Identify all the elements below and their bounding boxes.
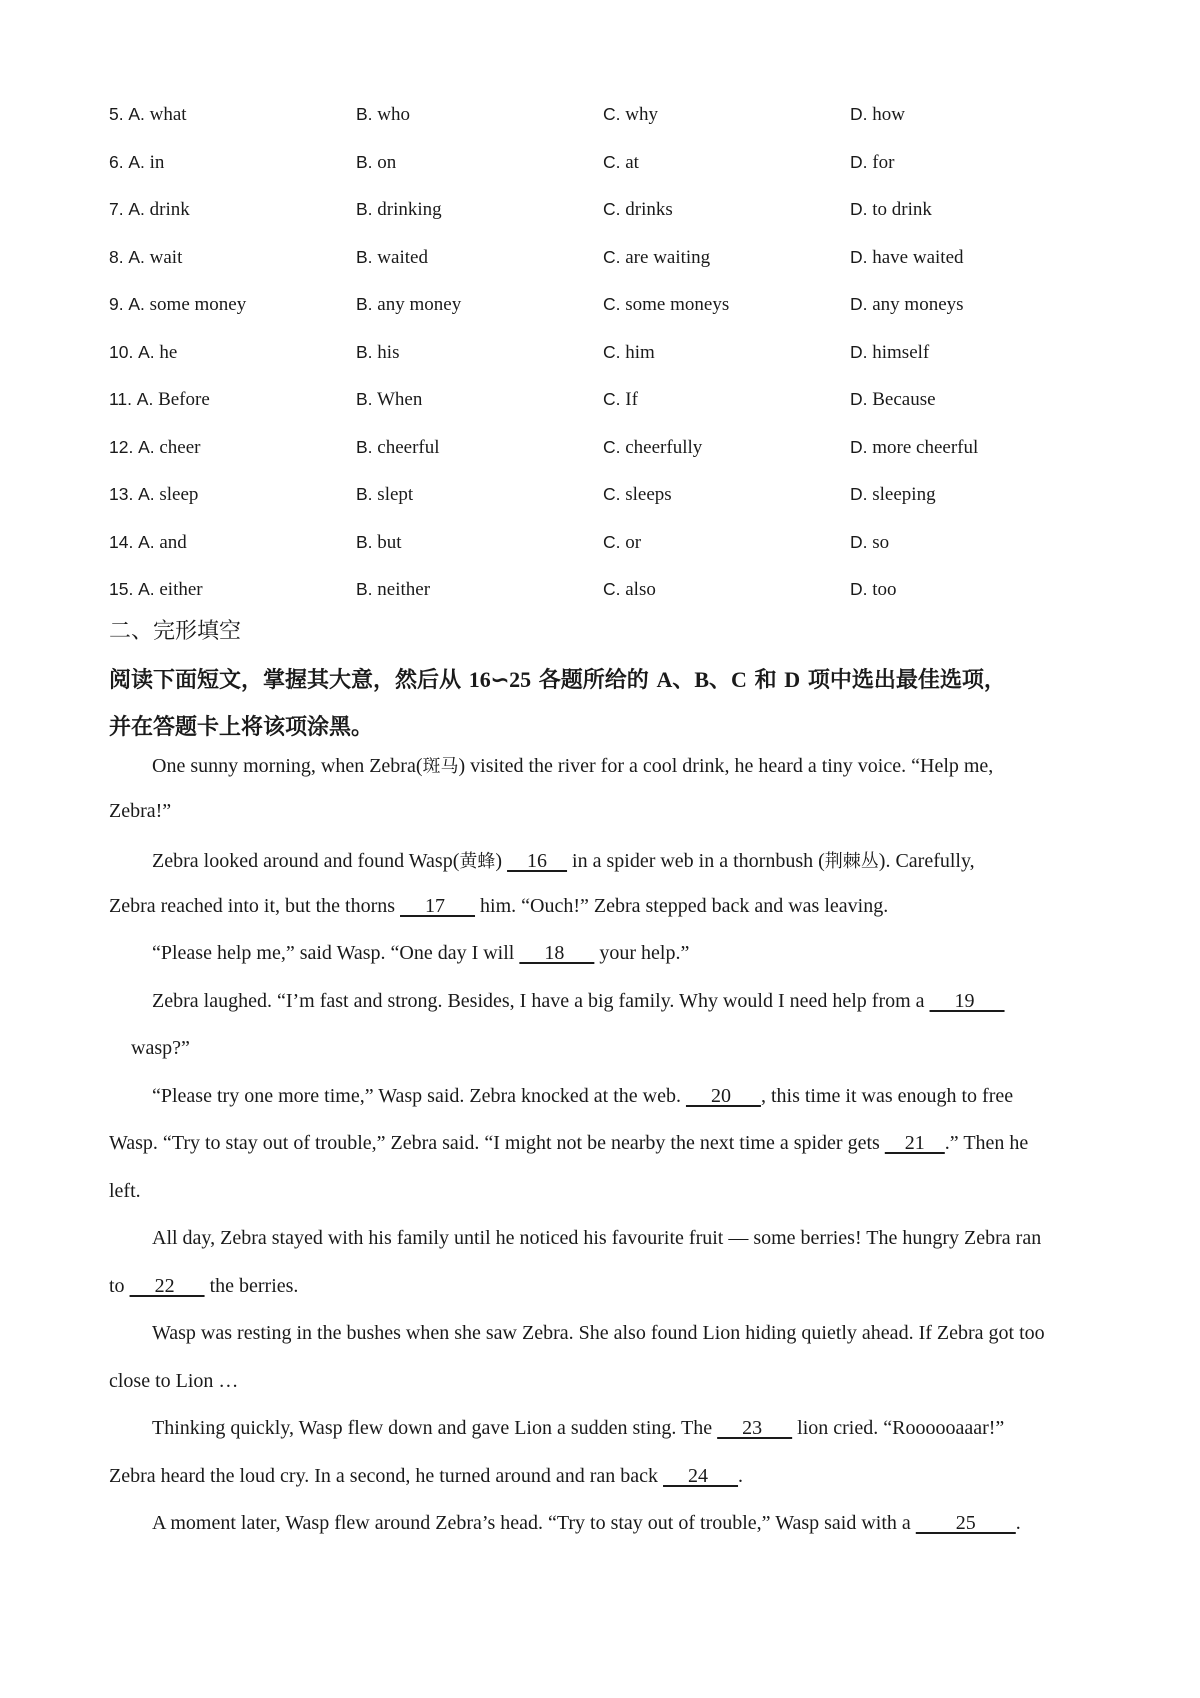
passage-text: . xyxy=(738,1465,744,1487)
option-row xyxy=(0,199,1200,229)
blank-17: 17 xyxy=(400,895,476,917)
option-text: any moneys xyxy=(872,294,964,315)
blank-25: 25 xyxy=(915,1512,1016,1534)
option-text: himself xyxy=(872,341,930,363)
option-text: Because xyxy=(872,389,936,410)
option-c xyxy=(603,437,702,459)
question-number: 15. xyxy=(109,579,134,599)
option-c xyxy=(603,342,655,364)
blank-18: 18 xyxy=(519,942,595,964)
option-letter: B. xyxy=(356,199,373,219)
passage-text: A moment later, Wasp flew around Zebra’s head. “Try to stay out of trouble,” Wasp said with a xyxy=(152,1512,916,1534)
passage-text: him. “Ouch!” Zebra stepped back and was leaving. xyxy=(475,895,889,917)
option-letter: B. xyxy=(356,104,373,124)
option-c xyxy=(603,484,672,506)
option-text: are waiting xyxy=(625,246,711,268)
option-text: he xyxy=(159,341,178,363)
option-c xyxy=(603,389,638,411)
option-text: any money xyxy=(377,294,462,315)
passage-text: .” Then he xyxy=(944,1132,1029,1154)
passage-line xyxy=(109,1132,1028,1155)
chinese-gloss: 斑马 xyxy=(422,756,459,777)
passage-line: close to Lion … xyxy=(109,1370,239,1392)
option-letter: C. xyxy=(603,531,621,552)
option-letter: A. xyxy=(138,579,155,599)
option-letter: C. xyxy=(603,484,621,504)
option-text: on xyxy=(377,151,397,173)
passage-line xyxy=(152,752,993,778)
option-b xyxy=(356,104,410,126)
option-letter: A. xyxy=(128,246,145,267)
option-b xyxy=(356,294,461,316)
option-b xyxy=(356,579,430,601)
option-letter: A. xyxy=(128,294,145,314)
passage-text: your help.” xyxy=(594,942,690,964)
option-text: drinking xyxy=(377,199,442,220)
option-text: cheerful xyxy=(377,436,440,458)
option-text: more cheerful xyxy=(872,436,979,458)
section-title: 二、完形填空 xyxy=(109,619,242,644)
option-a xyxy=(109,579,203,601)
option-d xyxy=(850,247,964,269)
option-letter: A. xyxy=(136,389,154,409)
option-letter: A. xyxy=(138,341,155,362)
option-text: sleep xyxy=(159,484,199,505)
option-text: drink xyxy=(149,199,190,220)
instruction-range: 16∽25 xyxy=(468,667,532,692)
option-b xyxy=(356,532,402,554)
option-text: who xyxy=(377,104,411,125)
option-text: at xyxy=(625,151,639,173)
option-letter: C. xyxy=(603,341,621,362)
option-letter: C. xyxy=(603,151,621,172)
option-letter: D. xyxy=(850,531,868,552)
question-number: 10. xyxy=(109,341,134,362)
option-letter: B. xyxy=(356,579,373,599)
option-text: wait xyxy=(149,246,183,268)
passage-line: Zebra!” xyxy=(109,800,172,822)
blank-21: 21 xyxy=(884,1132,945,1154)
option-d xyxy=(850,152,894,174)
option-d xyxy=(850,579,897,601)
question-number: 9. xyxy=(109,294,124,314)
option-letter: A. xyxy=(128,104,145,124)
option-row xyxy=(0,152,1200,182)
option-text: how xyxy=(872,104,905,125)
option-letter: C. xyxy=(603,246,621,267)
instruction-line-2: 并在答题卡上将该项涂黑。 xyxy=(109,715,374,740)
blank-24: 24 xyxy=(663,1465,739,1487)
passage-text: Thinking quickly, Wasp flew down and gave Lion a sudden sting. The xyxy=(152,1417,718,1439)
question-number: 6. xyxy=(109,151,124,172)
passage-text: “Please try one more time,” Wasp said. Zebra knocked at the web. xyxy=(152,1085,686,1107)
option-c xyxy=(603,532,641,554)
passage-text: ). Carefully, xyxy=(878,850,975,872)
option-d xyxy=(850,294,964,316)
option-text: his xyxy=(377,341,400,363)
option-text: drinks xyxy=(625,199,673,220)
passage-line xyxy=(109,1465,743,1488)
option-text: what xyxy=(149,104,187,125)
option-row xyxy=(0,104,1200,134)
option-text: and xyxy=(159,531,187,553)
question-number: 14. xyxy=(109,531,134,552)
option-text: When xyxy=(376,389,423,410)
passage-line: All day, Zebra stayed with his family until he noticed his favourite fruit — some berries! The hungry Zebra ran xyxy=(152,1227,1042,1249)
option-row xyxy=(0,342,1200,372)
option-text: some moneys xyxy=(625,294,730,315)
option-d xyxy=(850,437,978,459)
option-letter: C. xyxy=(603,294,621,314)
passage-text: Zebra reached into it, but the thorns xyxy=(109,895,401,917)
option-letter: C. xyxy=(603,436,621,457)
option-c xyxy=(603,152,639,174)
option-letter: D. xyxy=(850,199,868,219)
option-text: either xyxy=(159,579,203,600)
option-text: waited xyxy=(377,246,428,268)
passage-line xyxy=(152,1085,1013,1108)
option-a xyxy=(109,294,246,316)
instruction-letter-d: D xyxy=(784,667,801,692)
option-letter: B. xyxy=(356,151,373,172)
passage-text: Zebra laughed. “I’m fast and strong. Besides, I have a big family. Why would I need help from a xyxy=(152,990,930,1012)
instruction-text: 和 xyxy=(754,668,777,693)
option-letter: A. xyxy=(138,531,155,552)
option-text: sleeps xyxy=(625,484,672,505)
instruction-letters: A、B、C xyxy=(656,667,747,692)
option-a xyxy=(109,532,187,554)
option-a xyxy=(109,199,190,221)
option-d xyxy=(850,389,936,411)
passage-text: Zebra looked around and found Wasp( xyxy=(152,850,460,872)
blank-20: 20 xyxy=(685,1085,761,1107)
option-a xyxy=(109,389,210,411)
option-d xyxy=(850,532,889,554)
option-letter: C. xyxy=(603,104,621,124)
passage-text: in a spider web in a thornbush ( xyxy=(567,850,825,872)
option-b xyxy=(356,342,399,364)
passage-line xyxy=(109,1275,298,1298)
option-d xyxy=(850,199,932,221)
option-letter: D. xyxy=(850,436,868,457)
passage-text: , this time it was enough to free xyxy=(760,1085,1014,1107)
option-a xyxy=(109,152,164,174)
option-letter: B. xyxy=(356,294,373,314)
option-d xyxy=(850,342,929,364)
passage-line xyxy=(152,847,975,873)
option-text: too xyxy=(872,579,897,600)
option-c xyxy=(603,294,729,316)
option-row xyxy=(0,437,1200,467)
option-letter: B. xyxy=(356,246,373,267)
passage-text: ) visited the river for a cool drink, he heard a tiny voice. “Help me, xyxy=(458,755,994,777)
passage-text: ) xyxy=(495,850,508,872)
passage-text: Wasp. “Try to stay out of trouble,” Zebra said. “I might not be nearby the next time a spider gets xyxy=(109,1132,885,1154)
blank-23: 23 xyxy=(717,1417,793,1439)
option-d xyxy=(850,484,936,506)
passage-line xyxy=(152,990,1005,1013)
question-number: 13. xyxy=(109,484,134,504)
option-b xyxy=(356,152,396,174)
question-number: 5. xyxy=(109,104,124,124)
option-letter: D. xyxy=(850,389,868,409)
option-text: neither xyxy=(377,579,431,600)
option-letter: C. xyxy=(603,579,621,599)
passage-text: Zebra heard the loud cry. In a second, he turned around and ran back xyxy=(109,1465,664,1487)
option-c xyxy=(603,104,658,126)
instruction-line-1 xyxy=(109,663,1006,694)
option-text: so xyxy=(872,531,890,553)
passage-line: left. xyxy=(109,1180,141,1202)
option-text: in xyxy=(149,151,165,173)
question-number: 11. xyxy=(109,389,133,409)
option-d xyxy=(850,104,905,126)
option-text: have waited xyxy=(872,246,964,268)
passage-text: . xyxy=(1015,1512,1021,1534)
option-letter: C. xyxy=(603,199,621,219)
option-text: slept xyxy=(377,484,414,505)
option-letter: B. xyxy=(356,484,373,504)
passage-line xyxy=(152,1512,1021,1535)
option-text: but xyxy=(377,531,402,553)
option-a xyxy=(109,437,201,459)
instruction-text: 各题所给的 xyxy=(538,668,649,693)
option-letter: B. xyxy=(356,436,373,457)
passage-line: wasp?” xyxy=(131,1037,190,1059)
option-b xyxy=(356,199,442,221)
blank-19: 19 xyxy=(929,990,1005,1012)
instruction-text: 阅读下面短文，掌握其大意，然后从 xyxy=(109,668,462,693)
option-text: for xyxy=(872,151,895,173)
option-text: cheer xyxy=(159,436,201,458)
option-letter: B. xyxy=(356,389,373,409)
option-row xyxy=(0,532,1200,562)
blank-22: 22 xyxy=(129,1275,205,1297)
option-text: also xyxy=(625,579,656,600)
option-letter: D. xyxy=(850,341,868,362)
option-c xyxy=(603,579,656,601)
passage-text: the berries. xyxy=(204,1275,299,1297)
option-a xyxy=(109,484,198,506)
option-b xyxy=(356,389,422,411)
option-b xyxy=(356,247,428,269)
option-text: Before xyxy=(158,389,210,410)
option-letter: C. xyxy=(603,389,621,409)
chinese-gloss: 黄蜂 xyxy=(459,851,496,872)
option-a xyxy=(109,342,177,364)
instruction-text: 项中选出最佳选项， xyxy=(807,668,1006,693)
option-letter: B. xyxy=(356,531,373,552)
option-row xyxy=(0,579,1200,609)
option-letter: A. xyxy=(138,484,155,504)
option-text: why xyxy=(625,104,658,125)
option-text: to drink xyxy=(872,199,932,220)
option-a xyxy=(109,247,182,269)
option-letter: A. xyxy=(138,436,155,457)
chinese-gloss: 荆棘丛 xyxy=(824,851,879,872)
passage-text: “Please help me,” said Wasp. “One day I will xyxy=(152,942,520,964)
passage-line: Wasp was resting in the bushes when she saw Zebra. She also found Lion hiding quietly ahead. If Zebra got too xyxy=(152,1322,1045,1344)
option-text: or xyxy=(625,531,642,553)
option-a xyxy=(109,104,187,126)
passage-text: to xyxy=(109,1275,130,1297)
option-letter: B. xyxy=(356,341,373,362)
passage-line xyxy=(152,942,689,965)
option-text: sleeping xyxy=(872,484,936,505)
option-letter: A. xyxy=(128,199,145,219)
option-text: cheerfully xyxy=(625,436,703,458)
option-b xyxy=(356,437,440,459)
option-row xyxy=(0,484,1200,514)
option-letter: D. xyxy=(850,294,868,314)
option-row xyxy=(0,389,1200,419)
option-text: If xyxy=(625,389,638,410)
option-letter: D. xyxy=(850,104,868,124)
option-row xyxy=(0,294,1200,324)
question-number: 7. xyxy=(109,199,124,219)
passage-text: One sunny morning, when Zebra( xyxy=(152,755,423,777)
option-letter: D. xyxy=(850,246,868,267)
option-letter: D. xyxy=(850,484,868,504)
question-number: 8. xyxy=(109,246,124,267)
option-letter: D. xyxy=(850,151,868,172)
option-row xyxy=(0,247,1200,277)
blank-16: 16 xyxy=(507,850,568,872)
option-text: some money xyxy=(149,294,247,315)
passage-line xyxy=(152,1417,1004,1440)
option-b xyxy=(356,484,413,506)
option-text: him xyxy=(625,341,655,363)
option-c xyxy=(603,247,710,269)
option-letter: A. xyxy=(128,151,145,172)
passage-line xyxy=(109,895,888,918)
question-number: 12. xyxy=(109,436,134,457)
option-letter: D. xyxy=(850,579,868,599)
passage-text: lion cried. “Roooooaaar!” xyxy=(792,1417,1005,1439)
option-c xyxy=(603,199,673,221)
